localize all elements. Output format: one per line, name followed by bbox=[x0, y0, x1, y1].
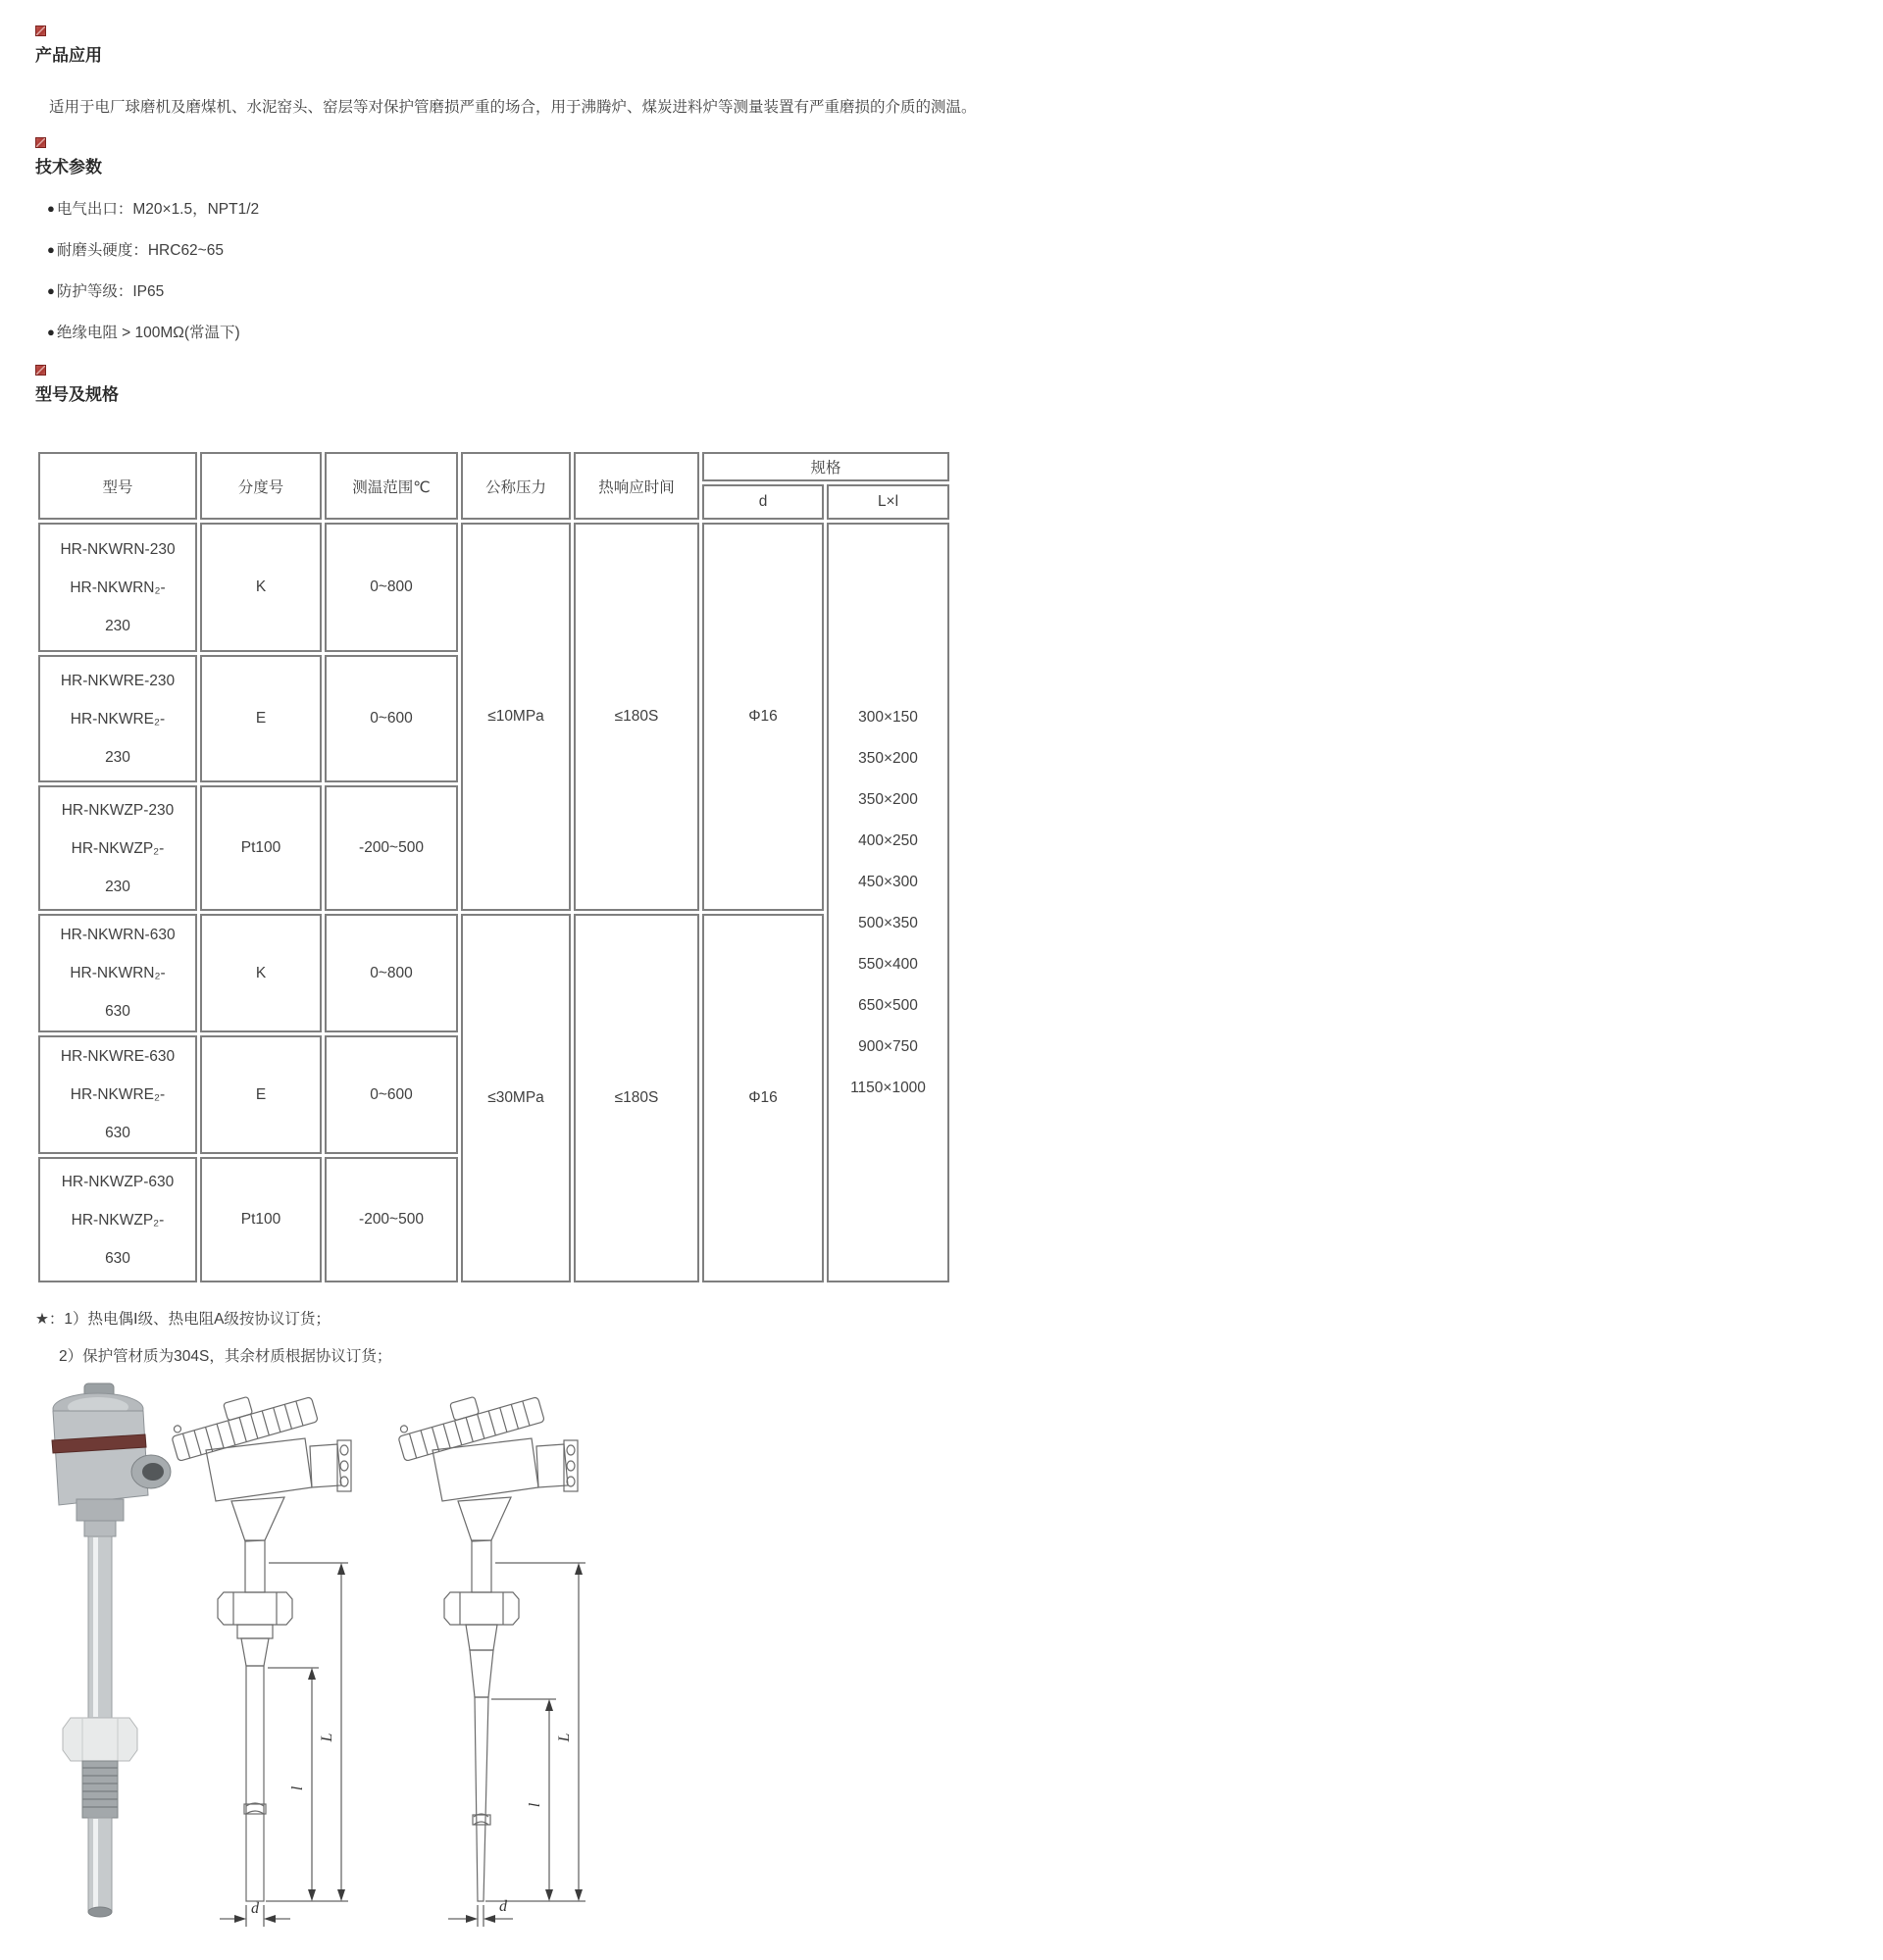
diameter-cell: Φ16 bbox=[702, 523, 824, 911]
col-header-model: 型号 bbox=[38, 452, 197, 520]
parameter-list bbox=[47, 200, 1883, 341]
range-cell: 0~600 bbox=[325, 655, 458, 782]
footnotes bbox=[35, 1311, 1883, 1366]
thermocouple-drawing-tapered bbox=[368, 1372, 598, 1940]
model-cell: HR-NKWZP-630 HR-NKWZP₂- 630 bbox=[38, 1157, 197, 1282]
col-header-response: 热响应时间 bbox=[574, 452, 699, 520]
section-marker-icon bbox=[35, 25, 46, 36]
model-cell: HR-NKWRN-630 HR-NKWRN₂- 630 bbox=[38, 914, 197, 1032]
col-header-d: d bbox=[702, 484, 824, 520]
model-cell: HR-NKWRN-230 HR-NKWRN₂- 230 bbox=[38, 523, 197, 652]
dim-label-l: l bbox=[289, 1785, 306, 1791]
col-header-pressure: 公称压力 bbox=[461, 452, 571, 520]
range-cell: 0~800 bbox=[325, 914, 458, 1032]
diameter-cell: Φ16 bbox=[702, 914, 824, 1282]
dim-label-L: L bbox=[319, 1733, 335, 1742]
graduation-cell: K bbox=[200, 914, 322, 1032]
param-item bbox=[47, 324, 1883, 341]
graduation-cell: Pt100 bbox=[200, 1157, 322, 1282]
section-title-application: 产品应用 bbox=[35, 46, 102, 65]
dim-label-l: l bbox=[527, 1802, 543, 1808]
param-text: 防护等级：IP65 bbox=[56, 283, 165, 300]
param-text: 耐磨头硬度：HRC62~65 bbox=[56, 242, 224, 259]
col-header-lxl: L×l bbox=[827, 484, 949, 520]
product-figures bbox=[35, 1372, 1883, 1960]
range-cell: 0~600 bbox=[325, 1035, 458, 1154]
param-text: 电气出口：M20×1.5，NPT1/2 bbox=[56, 201, 260, 218]
application-description: 适用于电厂球磨机及磨煤机、水泥窑头、窑层等对保护管磨损严重的场合，用于沸腾炉、煤炭进料炉等测量装置有严重磨损的介质的测温。 bbox=[49, 99, 977, 116]
table-row bbox=[38, 523, 949, 652]
response-cell: ≤180S bbox=[574, 523, 699, 911]
spec-table bbox=[35, 449, 952, 1285]
model-cell: HR-NKWRE-230 HR-NKWRE₂- 230 bbox=[38, 655, 197, 782]
graduation-cell: E bbox=[200, 655, 322, 782]
section-marker-icon bbox=[35, 137, 46, 148]
section-marker-icon bbox=[35, 365, 46, 376]
pressure-cell: ≤10MPa bbox=[461, 523, 571, 911]
bullet-icon: ● bbox=[47, 242, 55, 257]
response-cell: ≤180S bbox=[574, 914, 699, 1282]
col-header-range: 测温范围℃ bbox=[325, 452, 458, 520]
param-item bbox=[47, 241, 1883, 259]
graduation-cell: Pt100 bbox=[200, 785, 322, 911]
model-cell: HR-NKWRE-630 HR-NKWRE₂- 630 bbox=[38, 1035, 197, 1154]
model-cell: HR-NKWZP-230 HR-NKWZP₂- 230 bbox=[38, 785, 197, 911]
col-header-graduation: 分度号 bbox=[200, 452, 322, 520]
note-line-1: ★：1）热电偶Ⅰ级、热电阻A级按协议订货； bbox=[35, 1311, 331, 1328]
param-item bbox=[47, 282, 1883, 300]
section-title-parameters: 技术参数 bbox=[35, 158, 102, 176]
thermocouple-drawing-straight bbox=[145, 1372, 361, 1940]
graduation-cell: E bbox=[200, 1035, 322, 1154]
note-line-2: 2）保护管材质为304S，其余材质根据协议订货； bbox=[59, 1348, 392, 1365]
section-title-models: 型号及规格 bbox=[35, 385, 119, 404]
col-header-spec: 规格 bbox=[702, 452, 949, 481]
range-cell: -200~500 bbox=[325, 785, 458, 911]
bullet-icon: ● bbox=[47, 201, 55, 216]
dim-label-L: L bbox=[556, 1733, 573, 1742]
range-cell: -200~500 bbox=[325, 1157, 458, 1282]
sizes-cell: 300×150 350×200 350×200 400×250 450×300 500×350 550×400 650×500 900×750 1150×1000 bbox=[827, 523, 949, 1282]
param-item bbox=[47, 200, 1883, 218]
range-cell: 0~800 bbox=[325, 523, 458, 652]
bullet-icon: ● bbox=[47, 325, 55, 339]
dim-label-d: d bbox=[251, 1900, 259, 1917]
pressure-cell: ≤30MPa bbox=[461, 914, 571, 1282]
dim-label-d: d bbox=[499, 1898, 507, 1915]
param-text: 绝缘电阻 > 100MΩ(常温下) bbox=[56, 325, 240, 341]
bullet-icon: ● bbox=[47, 283, 55, 298]
graduation-cell: K bbox=[200, 523, 322, 652]
table-row bbox=[38, 914, 949, 1032]
